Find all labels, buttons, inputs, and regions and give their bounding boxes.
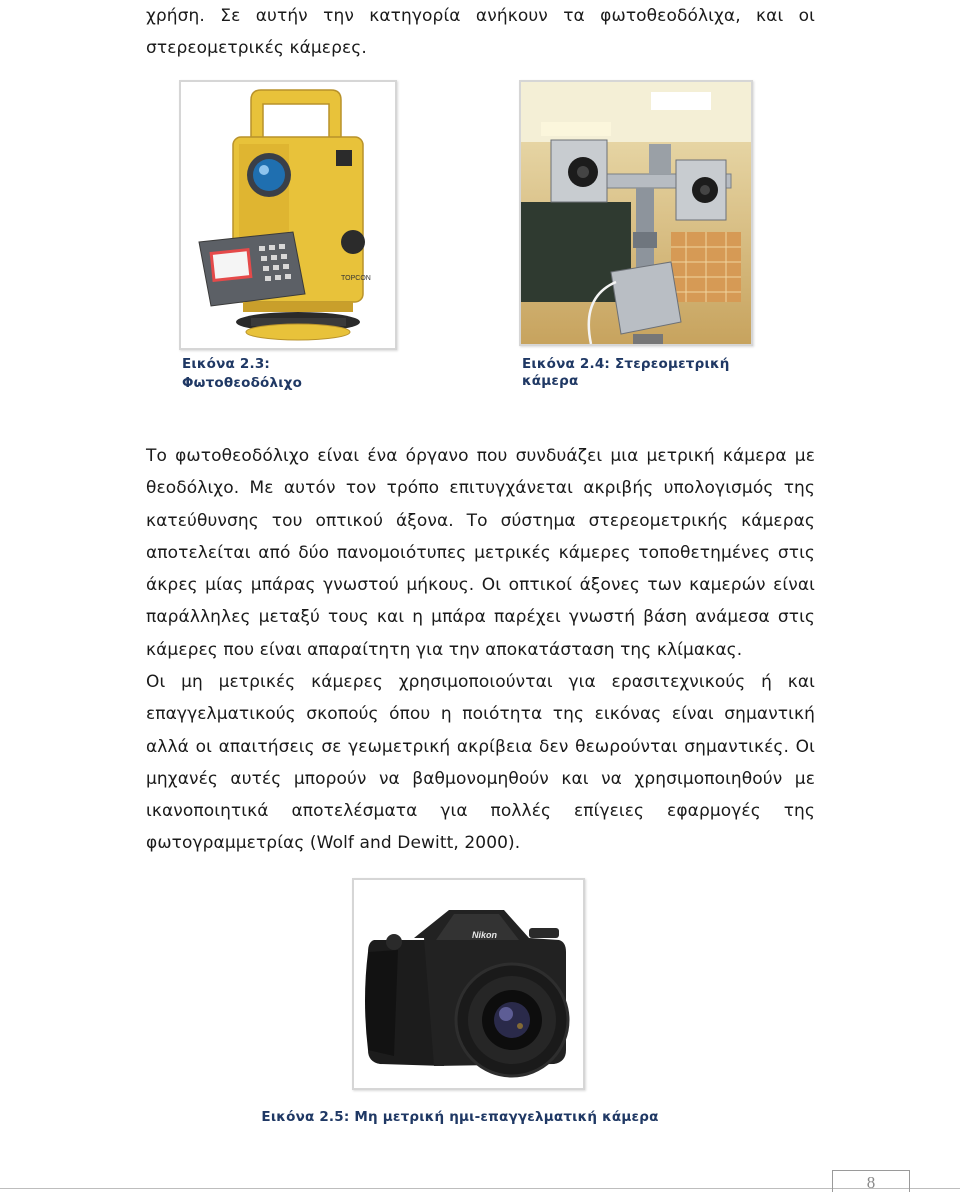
caption-label: Εικόνα 2.4:	[522, 356, 611, 372]
theodolite-image	[181, 82, 395, 348]
brand-label: Nikon	[472, 930, 498, 940]
p1-line-3: κατεύθυνσης του οπτικού άξονα. Το σύστημα στερεομετρικής κάμερας	[146, 510, 815, 531]
caption-text: Στερεομετρική κάμερα	[522, 356, 730, 389]
caption-text: Φωτοθεοδόλιχο	[182, 375, 303, 391]
p1-line-7: κάμερες που είναι απαραίτητη για την αποκατάσταση της κλίμακας.	[146, 639, 743, 660]
p1-line-4: αποτελείται από δύο πανομοιότυπες μετρικές κάμερες τοποθετημένες στις	[146, 542, 815, 563]
intro-paragraph	[146, 0, 815, 65]
caption-label: Εικόνα 2.5:	[261, 1109, 350, 1125]
intro-line-1: χρήση. Σε αυτήν την κατηγορία ανήκουν τα φωτοθεοδόλιχα, και οι	[146, 6, 815, 26]
figure-stereometric-camera	[519, 80, 753, 346]
intro-line-2: στερεομετρικές κάμερες.	[146, 38, 367, 59]
caption-text: Μη μετρική ημι-επαγγελματική κάμερα	[354, 1109, 659, 1125]
p2-line-2: επαγγελματικούς σκοπούς όπου η ποιότητα της εικόνας είναι σημαντική	[146, 704, 815, 725]
p1-line-2: θεοδόλιχο. Με αυτόν τον τρόπο επιτυγχάνεται ακριβής υπολογισμός της	[146, 478, 815, 499]
stereo-camera-image	[521, 82, 751, 344]
p1-line-1: Το φωτοθεοδόλιχο είναι ένα όργανο που συνδυάζει μια μετρική κάμερα με	[146, 446, 815, 466]
figure-2-4-caption	[522, 356, 737, 390]
p2-line-4: μηχανές αυτές μπορούν να βαθμονομηθούν και να χρησιμοποιηθούν με	[146, 768, 815, 789]
paragraph-photo-theodolite	[146, 440, 815, 666]
page-number: 8	[832, 1170, 910, 1192]
brand-label: TOPCON	[341, 275, 371, 282]
figure-dslr-camera	[352, 878, 585, 1090]
footer-rule	[0, 1188, 960, 1189]
p2-line-6: φωτογραμμετρίας (Wolf and Dewitt, 2000).	[146, 833, 521, 854]
p2-line-5: ικανοποιητικά αποτελέσματα για πολλές επίγειες εφαρμογές της	[146, 801, 815, 822]
figure-2-3-caption	[182, 356, 302, 392]
p2-line-3: αλλά οι απαιτήσεις σε γεωμετρική ακρίβεια δεν θεωρούνται σημαντικές. Οι	[146, 736, 815, 757]
figure-2-5-caption	[0, 1109, 920, 1126]
paragraph-non-metric-cameras	[146, 666, 815, 860]
figure-photo-theodolite	[179, 80, 397, 350]
caption-label: Εικόνα 2.3:	[182, 356, 271, 372]
p1-line-5: άκρες μίας μπάρας γνωστού μήκους. Οι οπτικοί άξονες των καμερών είναι	[146, 575, 815, 596]
dslr-image	[354, 880, 583, 1088]
p1-line-6: παράλληλες μεταξύ τους και η μπάρα παρέχει γνωστή βάση ανάμεσα στις	[146, 607, 815, 628]
p2-line-1: Οι μη μετρικές κάμερες χρησιμοποιούνται για ερασιτεχνικούς ή και	[146, 672, 815, 692]
